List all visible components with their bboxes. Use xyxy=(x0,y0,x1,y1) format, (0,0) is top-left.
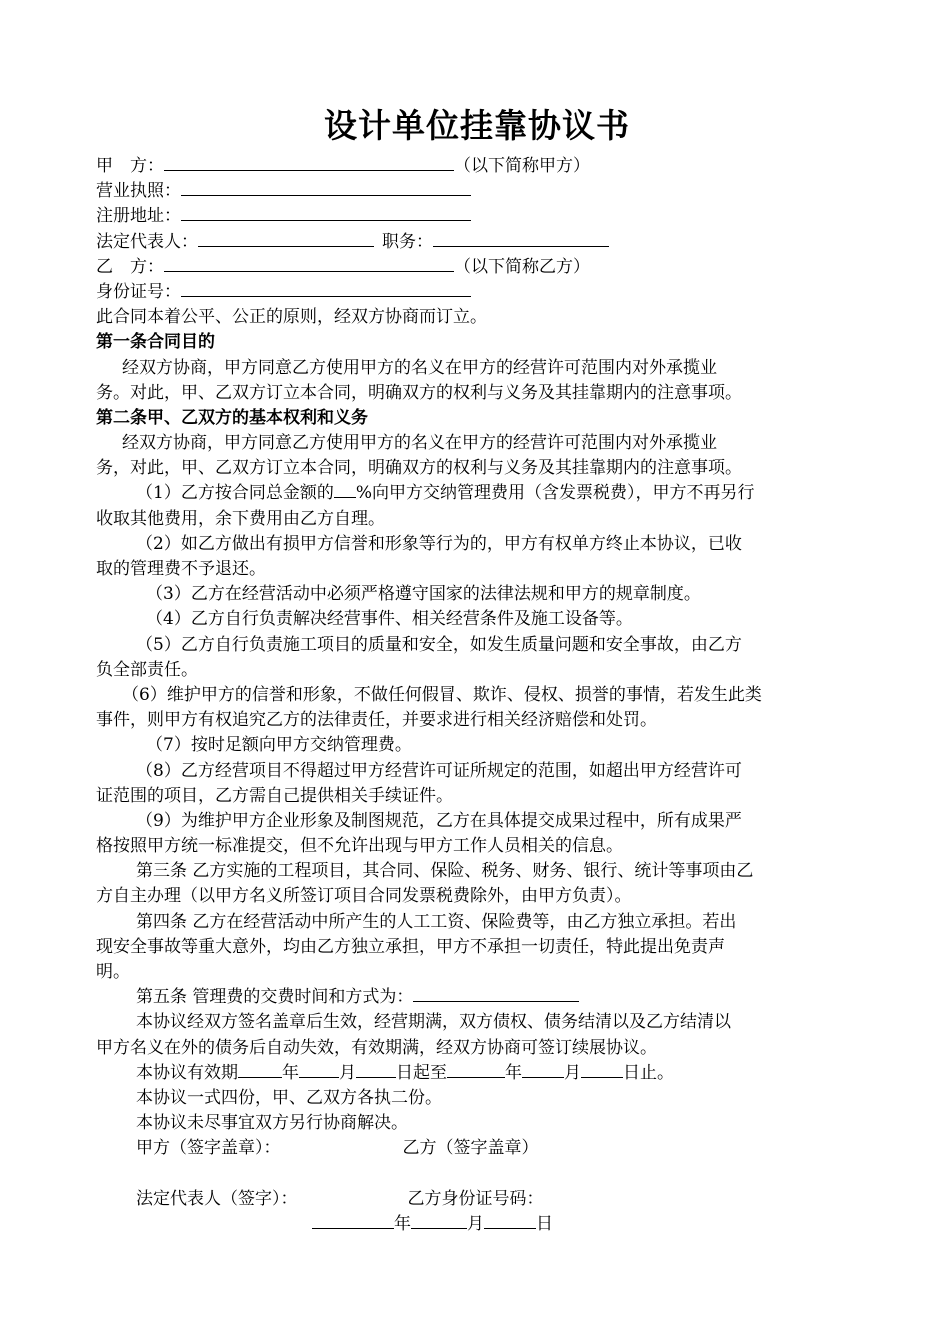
validity-line xyxy=(96,1061,858,1086)
year-label: 年 xyxy=(505,1062,522,1083)
legal-rep-signature-label: 法定代表人（签字）： xyxy=(136,1188,298,1209)
license-line xyxy=(96,179,858,204)
article-4-cont: 明。 xyxy=(96,962,130,982)
item-6: （6）维护甲方的信誉和形象，不做任何假冒、欺诈、侵权、损誉的事情，若发生此类 xyxy=(122,684,762,705)
article-1-heading: 第一条合同目的 xyxy=(96,332,215,353)
item-7: （7）按时足额向甲方交纳管理费。 xyxy=(146,735,412,756)
address-line xyxy=(96,204,858,229)
item-1-text: （1）乙方按合同总金额的 xyxy=(136,483,334,504)
day-from-label: 日起至 xyxy=(396,1062,447,1083)
item-2-cont: 取的管理费不予退还。 xyxy=(96,559,266,579)
article-3: 第三条 乙方实施的工程项目，其合同、保险、税务、财务、银行、统计等事项由乙 xyxy=(136,861,754,882)
item-8-cont: 证范围的项目，乙方需自己提供相关手续证件。 xyxy=(96,785,453,806)
article-1-text: 务。对此，甲、乙双方订立本合同，明确双方的权利与义务及其挂靠期内的注意事项。 xyxy=(96,382,742,403)
start-month-blank[interactable] xyxy=(299,1061,339,1078)
month-label: 月 xyxy=(564,1062,581,1083)
party-b-signature-label: 乙方（签字盖章） xyxy=(402,1138,539,1159)
legal-rep-line xyxy=(96,230,858,255)
fee-method-blank[interactable] xyxy=(413,985,579,1002)
item-8: （8）乙方经营项目不得超过甲方经营许可证所规定的范围，如超出甲方经营许可 xyxy=(136,760,742,781)
fee-percent-blank[interactable] xyxy=(334,481,356,498)
month-label: 月 xyxy=(339,1062,356,1083)
validity-prefix: 本协议有效期 xyxy=(136,1062,238,1083)
party-a-suffix: （以下简称甲方） xyxy=(454,156,590,176)
position-blank[interactable] xyxy=(433,230,609,247)
copies-text: 本协议一式四份，甲、乙双方各执二份。 xyxy=(136,1087,442,1108)
start-day-blank[interactable] xyxy=(356,1061,396,1078)
legal-rep-signature-line xyxy=(96,1187,858,1212)
party-b-line xyxy=(96,255,858,280)
position-label: 职务： xyxy=(382,231,433,252)
article-2-text: 经双方协商，甲方同意乙方使用甲方的名义在甲方的经营许可范围内对外承揽业 xyxy=(122,433,717,454)
item-9: （9）为维护甲方企业形象及制图规范，乙方在具体提交成果过程中，所有成果严 xyxy=(136,810,742,831)
party-a-label: 甲 方： xyxy=(96,156,164,176)
agreement-document xyxy=(96,100,858,1237)
party-a-signature-label: 甲方（签字盖章）： xyxy=(136,1138,281,1159)
legal-rep-label: 法定代表人： xyxy=(96,231,198,252)
party-b-label: 乙 方： xyxy=(96,256,164,277)
year-label: 年 xyxy=(282,1062,299,1083)
party-b-blank[interactable] xyxy=(164,255,454,272)
sign-year-blank[interactable] xyxy=(312,1212,394,1229)
party-a-blank[interactable] xyxy=(164,154,454,171)
unresolved-text: 本协议未尽事宜双方另行协商解决。 xyxy=(136,1113,408,1134)
address-label: 注册地址： xyxy=(96,206,181,227)
legal-rep-blank[interactable] xyxy=(198,230,374,247)
end-month-blank[interactable] xyxy=(522,1061,564,1078)
item-5-cont: 负全部责任。 xyxy=(96,659,198,680)
item-3: （3）乙方在经营活动中必须严格遵守国家的法律法规和甲方的规章制度。 xyxy=(146,584,701,605)
item-1 xyxy=(96,481,858,506)
license-label: 营业执照： xyxy=(96,181,181,202)
party-b-id-label: 乙方身份证号码： xyxy=(407,1188,544,1209)
id-line xyxy=(96,280,858,305)
article-4: 第四条 乙方在经营活动中所产生的人工工资、保险费等，由乙方独立承担。若出 xyxy=(136,911,737,932)
day-label: 日 xyxy=(536,1213,553,1234)
id-blank[interactable] xyxy=(181,280,471,297)
party-a-line xyxy=(96,154,858,179)
item-9-cont: 格按照甲方统一标准提交，但不允许出现与甲方工作人员相关的信息。 xyxy=(96,836,623,857)
effect-text: 本协议经双方签名盖章后生效，经营期满，双方债权、债务结清以及乙方结清以 xyxy=(136,1012,731,1033)
id-label: 身份证号： xyxy=(96,281,181,302)
article-5 xyxy=(96,985,858,1010)
effect-text-cont: 甲方名义在外的债务后自动失效，有效期满，经双方协商可签订续展协议。 xyxy=(96,1037,657,1058)
item-1-cont: 收取其他费用，余下费用由乙方自理。 xyxy=(96,508,385,529)
signature-line xyxy=(96,1136,858,1161)
article-3-cont: 方自主办理（以甲方名义所签订项目合同发票税费除外，由甲方负责）。 xyxy=(96,886,632,907)
document-title: 设计单位挂靠协议书 xyxy=(324,106,630,145)
item-4: （4）乙方自行负责解决经营事件、相关经营条件及施工设备等。 xyxy=(146,609,633,630)
license-blank[interactable] xyxy=(181,179,471,196)
item-2: （2）如乙方做出有损甲方信誉和形象等行为的，甲方有权单方终止本协议，已收 xyxy=(136,533,742,554)
item-1-text: %向甲方交纳管理费用（含发票税费），甲方不再另行 xyxy=(355,483,755,504)
end-year-blank[interactable] xyxy=(447,1061,505,1078)
sign-month-blank[interactable] xyxy=(411,1212,467,1229)
year-label: 年 xyxy=(394,1213,411,1234)
signing-date-line xyxy=(96,1212,858,1237)
day-to-label: 日止。 xyxy=(623,1062,674,1083)
article-4-cont: 现安全事故等重大意外，均由乙方独立承担，甲方不承担一切责任，特此提出免责声 xyxy=(96,936,725,957)
party-b-suffix: （以下简称乙方） xyxy=(454,256,590,277)
article-5-text: 第五条 管理费的交费时间和方式为： xyxy=(136,987,414,1008)
address-blank[interactable] xyxy=(181,204,471,221)
start-year-blank[interactable] xyxy=(238,1061,282,1078)
item-5: （5）乙方自行负责施工项目的质量和安全，如发生质量问题和安全事故，由乙方 xyxy=(136,634,742,655)
spacer xyxy=(96,1162,858,1187)
article-1-text: 经双方协商，甲方同意乙方使用甲方的名义在甲方的经营许可范围内对外承揽业 xyxy=(122,357,717,378)
end-day-blank[interactable] xyxy=(581,1061,623,1078)
sign-day-blank[interactable] xyxy=(484,1212,536,1229)
article-2-heading: 第二条甲、乙双方的基本权利和义务 xyxy=(96,407,368,428)
intro-text: 此合同本着公平、公正的原则，经双方协商而订立。 xyxy=(96,307,487,328)
month-label: 月 xyxy=(467,1213,484,1234)
article-2-text: 务，对此，甲、乙双方订立本合同，明确双方的权利与义务及其挂靠期内的注意事项。 xyxy=(96,458,742,479)
item-6-cont: 事件，则甲方有权追究乙方的法律责任，并要求进行相关经济赔偿和处罚。 xyxy=(96,710,657,731)
